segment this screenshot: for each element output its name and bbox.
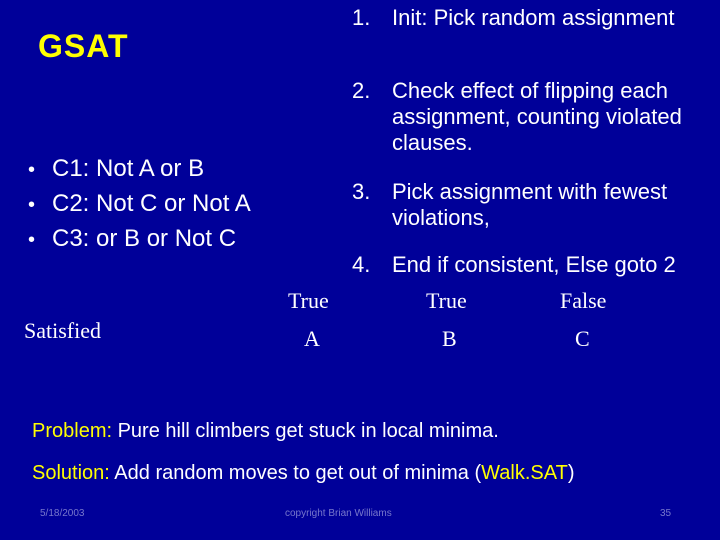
- step-number: 2.: [352, 78, 371, 103]
- solution-statement: [32, 462, 574, 485]
- step-item: [352, 179, 714, 231]
- var-c-value: False: [560, 288, 607, 313]
- step-number: 3.: [352, 179, 371, 204]
- step-number: 1.: [352, 5, 371, 30]
- clause-text: C2: Not C or Not A: [52, 190, 251, 217]
- step-text: Pick assignment with fewest violations,: [392, 179, 668, 230]
- solution-text: Add random moves to get out of minima (: [109, 462, 482, 484]
- step-item: [352, 78, 714, 156]
- step-text: End if consistent, Else goto 2: [392, 252, 676, 277]
- clause-text: C1: Not A or B: [52, 155, 205, 182]
- clause-item: [28, 222, 348, 257]
- var-a-name: A: [304, 326, 320, 351]
- var-a-value: True: [288, 288, 329, 313]
- problem-text: Pure hill climbers get stuck in local minima.: [112, 420, 499, 442]
- step-text: Check effect of flipping each assignment, counting violated clauses.: [392, 78, 682, 155]
- bullet-icon: •: [28, 229, 36, 251]
- var-b-name: B: [442, 326, 457, 351]
- solution-label: Solution:: [32, 462, 110, 484]
- bullet-icon: •: [28, 194, 36, 216]
- satisfied-label: Satisfied: [24, 318, 101, 343]
- solution-text-end: ): [567, 462, 575, 484]
- step-number: 4.: [352, 252, 371, 277]
- clause-list: [28, 152, 348, 257]
- clause-item: [28, 187, 348, 222]
- clause-item: [28, 152, 348, 187]
- slide-title: GSAT: [38, 28, 129, 64]
- var-b-value: True: [426, 288, 467, 313]
- step-item: [352, 252, 714, 278]
- solution-highlight: Walk.SAT: [481, 462, 568, 484]
- footer-copyright: copyright Brian Williams: [285, 508, 392, 519]
- problem-label: Problem:: [32, 420, 113, 442]
- var-c-name: C: [575, 326, 590, 351]
- bullet-icon: •: [28, 159, 36, 181]
- step-item: [352, 5, 714, 31]
- step-text: Init: Pick random assignment: [392, 5, 675, 30]
- problem-statement: [32, 420, 499, 443]
- footer-date: 5/18/2003: [40, 508, 85, 519]
- clause-text: C3: or B or Not C: [52, 225, 237, 252]
- footer-page-number: 35: [660, 508, 672, 519]
